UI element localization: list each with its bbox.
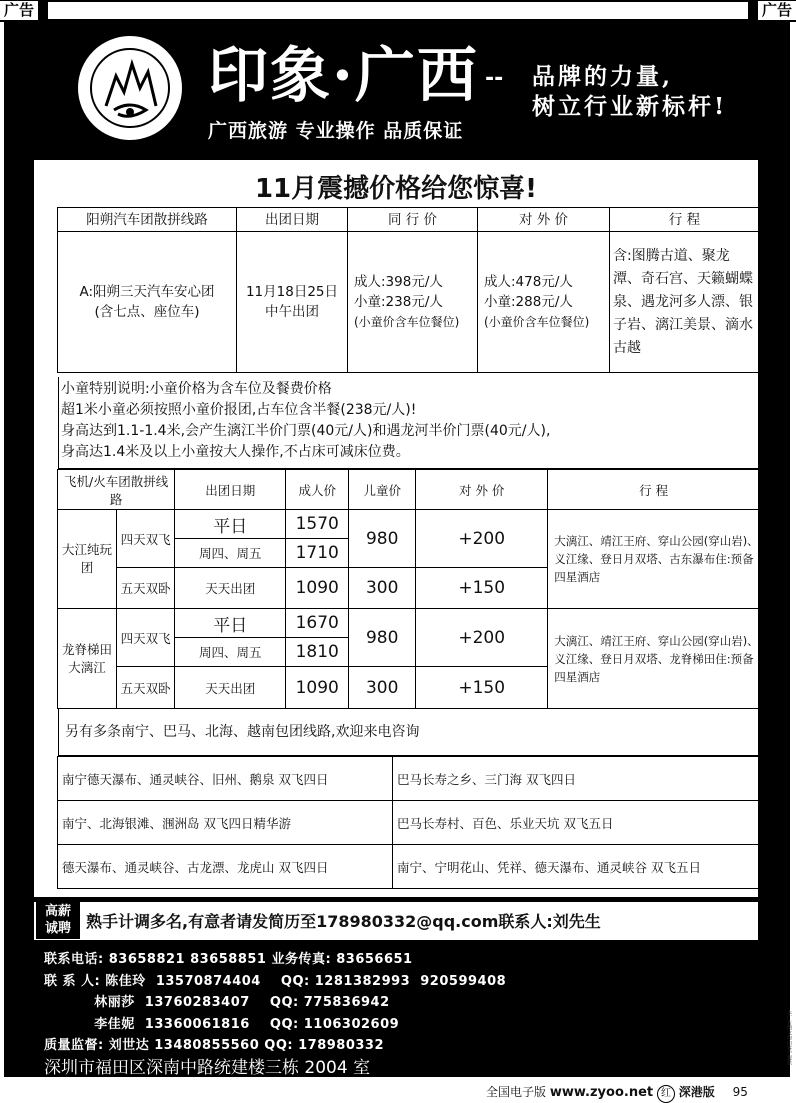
external-note: (小童价含车位餐位) [484,315,590,329]
child-price: 980 [349,609,416,667]
adult-price: 1810 [286,638,349,667]
route-line-1: A:阳朔三天汽车安心团 [79,284,215,300]
page-footer [486,1083,748,1103]
external-price: +200 [416,510,548,568]
group-sub: 五天双卧 [117,568,175,609]
more-routes-note: 另有多条南宁、巴马、北海、越南包团线路,欢迎来电咨询 [58,708,759,756]
content-panel [34,160,758,897]
header-itinerary: 行 程 [610,208,760,232]
peer-price-cell [348,232,478,373]
brand-dash: -- [485,66,504,91]
contact-line-3: 林丽莎 13760283407 QQ: 775836942 [44,995,390,1010]
contact-line-5: 质量监督: 刘世达 13480855560 QQ: 178980332 [44,1038,385,1053]
header-child-price: 儿童价 [349,470,416,510]
header-peer-price: 同 行 价 [348,208,478,232]
group-name: 大江纯玩团 [58,510,117,609]
header-external-price: 对 外 价 [416,470,548,510]
itinerary: 大漓江、靖江王府、穿山公园(穿山岩)、义江缘、登日月双塔、龙脊梯田住:预备四星酒店 [548,609,760,709]
route-item: 南宁德天瀑布、通灵峡谷、旧州、鹅泉 双飞四日 [58,757,393,801]
ad-label-left: 广告 [0,1,40,20]
contact-line-4: 李佳妮 13360061816 QQ: 1106302609 [44,1017,400,1032]
route-item: 巴马长寿之乡、三门海 双飞四日 [393,757,760,801]
footer-region: 深港版 [678,1085,715,1099]
note-line-3: 身高达到1.1-1.4米,会产生漓江半价门票(40元/人)和遇龙河半价门票(40元/人), [61,423,551,439]
slogan-line-2: 树立行业新标杆! [532,93,728,120]
route-item: 德天瀑布、通灵峡谷、古龙漂、龙虎山 双飞四日 [58,845,393,889]
header-external-price: 对 外 价 [478,208,610,232]
headline: 11月震撼价格给您惊喜! [254,174,538,204]
ad-label-right: 广告 [756,1,796,20]
route-item: 南宁、北海银滩、涠洲岛 双飞四日精华游 [58,801,393,845]
adult-price: 1090 [286,568,349,609]
group-name: 龙脊梯田大漓江 [58,609,117,709]
external-child: 小童:288元/人 [484,294,573,310]
contact-line-2: 联 系 人: 陈佳玲 13570874404 QQ: 1281382993 920599408 [44,974,507,989]
flight-tour-table [57,469,760,709]
route-line-2: (含七点、座位车) [94,304,200,320]
date-line-1: 11月18日25日 [245,284,339,300]
group-sub: 四天双飞 [117,510,175,568]
child-policy-note [58,377,759,469]
route-item: 巴马长寿村、百色、乐业天坑 双飞五日 [393,801,760,845]
group-sub: 四天双飞 [117,609,175,667]
bus-tour-table [57,207,760,373]
itinerary: 大漓江、靖江王府、穿山公园(穿山岩)、义江缘、登日月双塔、古东瀑布住:预备四星酒店 [548,510,760,609]
date-cell [237,232,348,373]
date: 平日 [175,510,286,539]
contact-line-1: 联系电话: 83658821 83658851 业务传真: 83656651 [44,952,413,967]
external-price: +150 [416,667,548,709]
page-number: 95 [732,1085,748,1099]
peer-child: 小童:238元/人 [354,294,443,310]
header-route: 飞机/火车团散拼线路 [58,470,175,510]
route-cell [58,232,237,373]
peer-adult: 成人:398元/人 [354,274,443,290]
footer-badge-icon: 红 [657,1085,675,1103]
header-adult-price: 成人价 [286,470,349,510]
date: 天天出团 [175,667,286,709]
hiring-badge-line-1: 高薪 [44,904,71,919]
child-price: 980 [349,510,416,568]
child-price: 300 [349,568,416,609]
brand-title: 印象·广西 [208,41,479,111]
hiring-text: 熟手计调多名,有意者请发简历至178980332@qq.com联系人:刘先生 [86,912,601,931]
date-line-2: 中午出团 [265,304,319,320]
brand-logo [78,36,182,140]
mountain-logo-icon [78,36,182,140]
note-line-4: 身高达1.4米及以上小童按大人操作,不占床可减床位费。 [61,444,410,460]
footer-edition: 全国电子版 [486,1085,547,1099]
other-routes-table [57,756,760,889]
slogan-line-1: 品牌的力量, [532,63,674,90]
itinerary-cell: 含:图腾古道、聚龙潭、奇石宫、天籁蝴蝶泉、遇龙河多人漂、银子岩、漓江美景、滴水古越 [610,232,760,373]
note-line-1: 小童特别说明:小童价格为含车位及餐费价格 [61,381,332,397]
external-price-cell [478,232,610,373]
hiring-badge-line-2: 诚聘 [44,921,71,936]
adult-price: 1090 [286,667,349,709]
note-line-2: 超1米小童必须按照小童价报团,占车位含半餐(238元/人)! [61,402,417,418]
address: 深圳市福田区深南中路统建楼三栋 2004 室 [44,1058,371,1078]
child-price: 300 [349,667,416,709]
header-date: 出团日期 [175,470,286,510]
brand-subtitle: 广西旅游 专业操作 品质保证 [208,120,464,142]
side-note: 本广告图文均由客户提供 [786,1010,792,1065]
header-route: 阳朔汽车团散拼线路 [58,208,237,232]
adult-price: 1710 [286,539,349,568]
group-sub: 五天双卧 [117,667,175,709]
date: 周四、周五 [175,638,286,667]
adult-price: 1670 [286,609,349,638]
header-date: 出团日期 [237,208,348,232]
external-price: +150 [416,568,548,609]
header-itinerary: 行 程 [548,470,760,510]
adult-price: 1570 [286,510,349,539]
top-bar-blank [48,2,748,19]
peer-note: (小童价含车位餐位) [354,315,460,329]
route-item: 南宁、宁明花山、凭祥、德天瀑布、通灵峡谷 双飞五日 [393,845,760,889]
external-price: +200 [416,609,548,667]
date: 平日 [175,609,286,638]
external-adult: 成人:478元/人 [484,274,573,290]
hiring-banner [34,902,758,940]
footer-site[interactable]: www.zyoo.net [549,1085,654,1100]
date: 周四、周五 [175,539,286,568]
hiring-badge [36,902,80,939]
date: 天天出团 [175,568,286,609]
